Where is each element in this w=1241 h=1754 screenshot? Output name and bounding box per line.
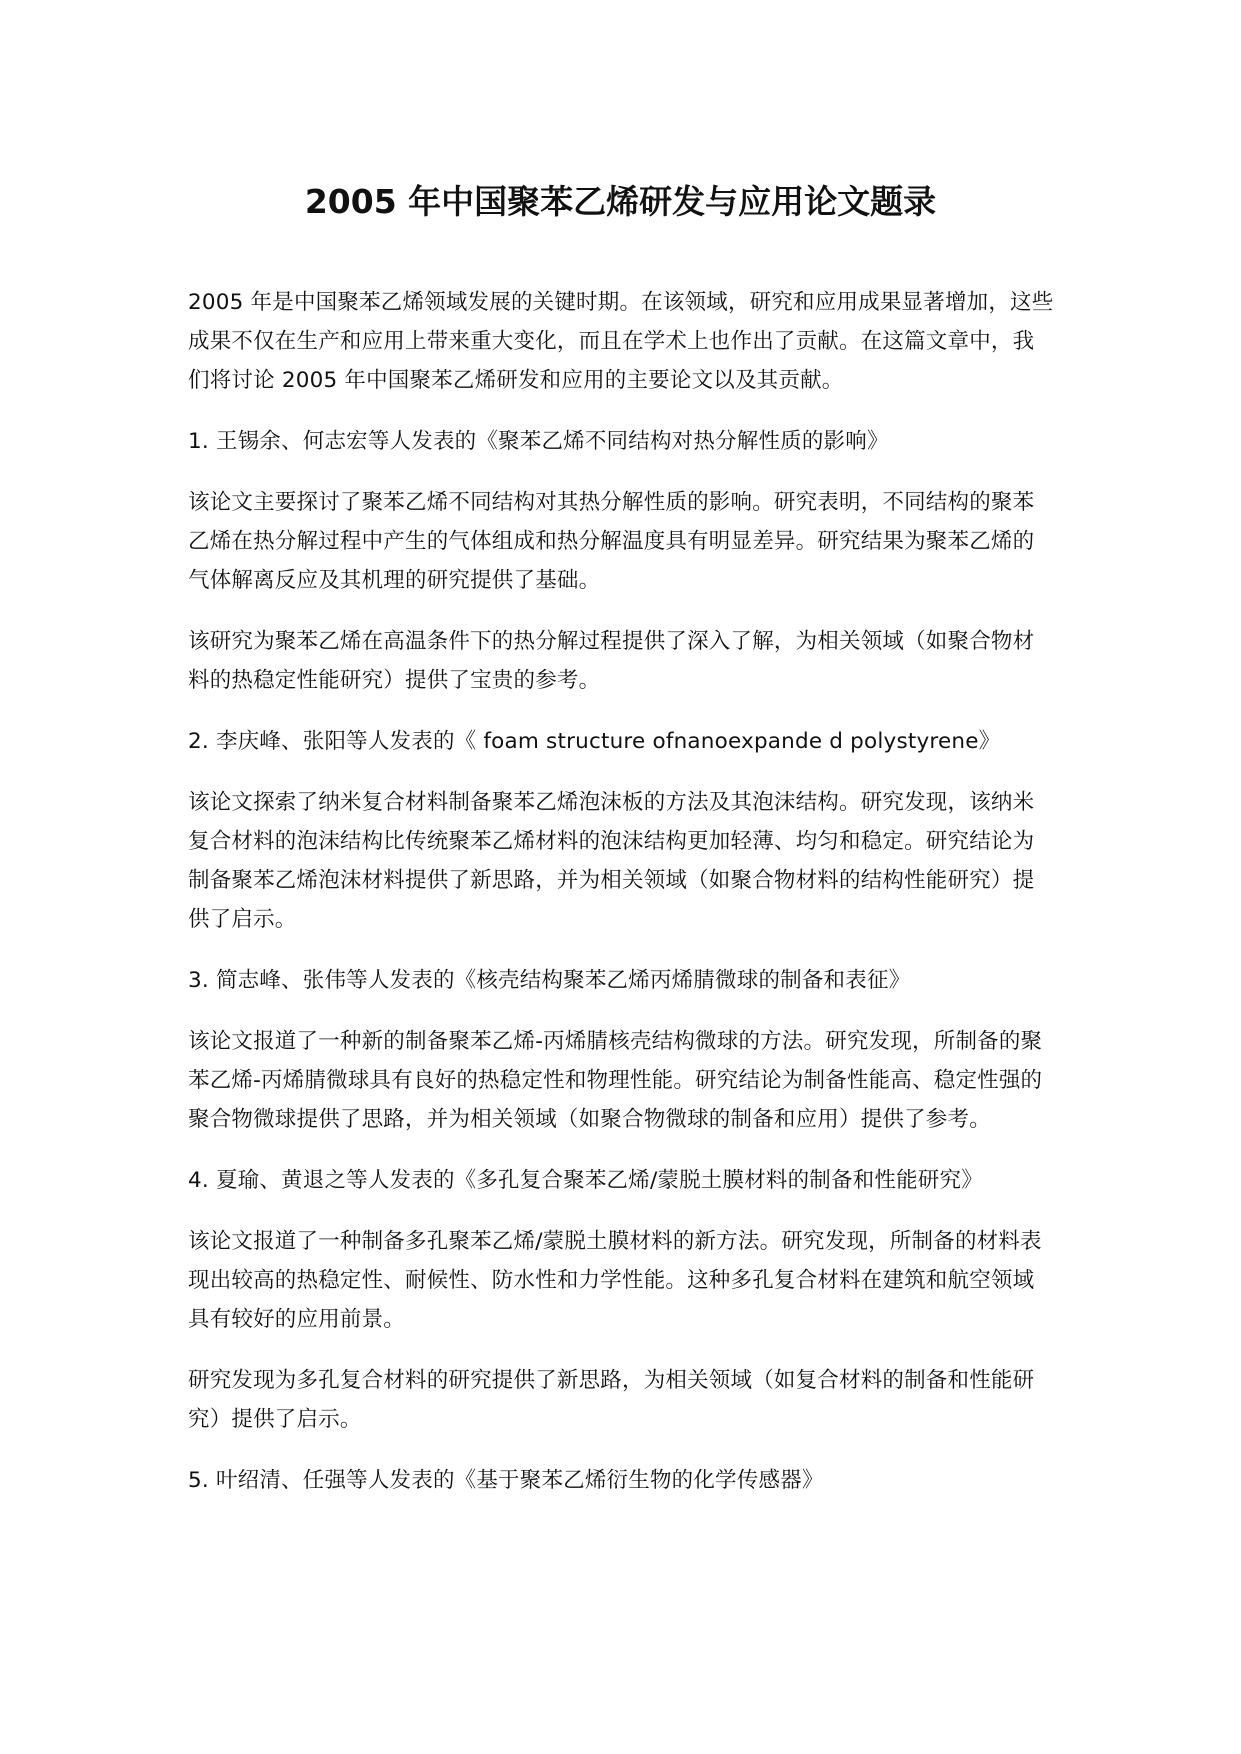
paper-3-heading: 3. 简志峰、张伟等人发表的《核壳结构聚苯乙烯丙烯腈微球的制备和表征》: [188, 968, 911, 993]
intro-paragraph: 2005 年是中国聚苯乙烯领域发展的关键时期。在该领域，研究和应用成果显著增加，这些成果不仅在生产和应用上带来重大变化，而且在学术上也作出了贡献。在这篇文章中，我们将讨论 2005 年中国聚苯乙烯研发和应用的主要论文以及其贡献。: [188, 290, 1054, 393]
paper-2-heading: 2. 李庆峰、张阳等人发表的《 foam structure ofnanoexpande d polystyrene》: [188, 729, 1001, 754]
paper-4-summary: 该论文报道了一种制备多孔聚苯乙烯/蒙脱土膜材料的新方法。研究发现，所制备的材料表现出较高的热稳定性、耐候性、防水性和力学性能。这种多孔复合材料在建筑和航空领域具有较好的应用前景。: [188, 1229, 1042, 1332]
document-title: 2005 年中国聚苯乙烯研发与应用论文题录: [304, 182, 937, 221]
document-body: [188, 283, 1054, 1522]
paper-1-heading: 1. 王锡余、何志宏等人发表的《聚苯乙烯不同结构对热分解性质的影响》: [188, 429, 889, 454]
paper-4-significance: 研究发现为多孔复合材料的研究提供了新思路，为相关领域（如复合材料的制备和性能研究）提供了启示。: [188, 1368, 1035, 1432]
paper-4-heading: 4. 夏瑜、黄退之等人发表的《多孔复合聚苯乙烯/蒙脱土膜材料的制备和性能研究》: [188, 1168, 983, 1193]
paper-3-summary: 该论文报道了一种新的制备聚苯乙烯-丙烯腈核壳结构微球的方法。研究发现，所制备的聚苯乙烯-丙烯腈微球具有良好的热稳定性和物理性能。研究结论为制备性能高、稳定性强的聚合物微球提供了思路，并为相关领域（如聚合物微球的制备和应用）提供了参考。: [188, 1029, 1043, 1132]
paper-1-significance: 该研究为聚苯乙烯在高温条件下的热分解过程提供了深入了解，为相关领域（如聚合物材料的热稳定性能研究）提供了宝贵的参考。: [188, 629, 1035, 693]
paper-1-summary: 该论文主要探讨了聚苯乙烯不同结构对其热分解性质的影响。研究表明，不同结构的聚苯乙烯在热分解过程中产生的气体组成和热分解温度具有明显差异。研究结果为聚苯乙烯的气体解离反应及其机理的研究提供了基础。: [188, 490, 1035, 593]
paper-2-summary: 该论文探索了纳米复合材料制备聚苯乙烯泡沫板的方法及其泡沫结构。研究发现，该纳米复合材料的泡沫结构比传统聚苯乙烯材料的泡沫结构更加轻薄、均匀和稳定。研究结论为制备聚苯乙烯泡沫材料提供了新思路，并为相关领域（如聚合物材料的结构性能研究）提供了启示。: [188, 790, 1035, 932]
paper-5-heading: 5. 叶绍清、任强等人发表的《基于聚苯乙烯衍生物的化学传感器》: [188, 1468, 824, 1493]
